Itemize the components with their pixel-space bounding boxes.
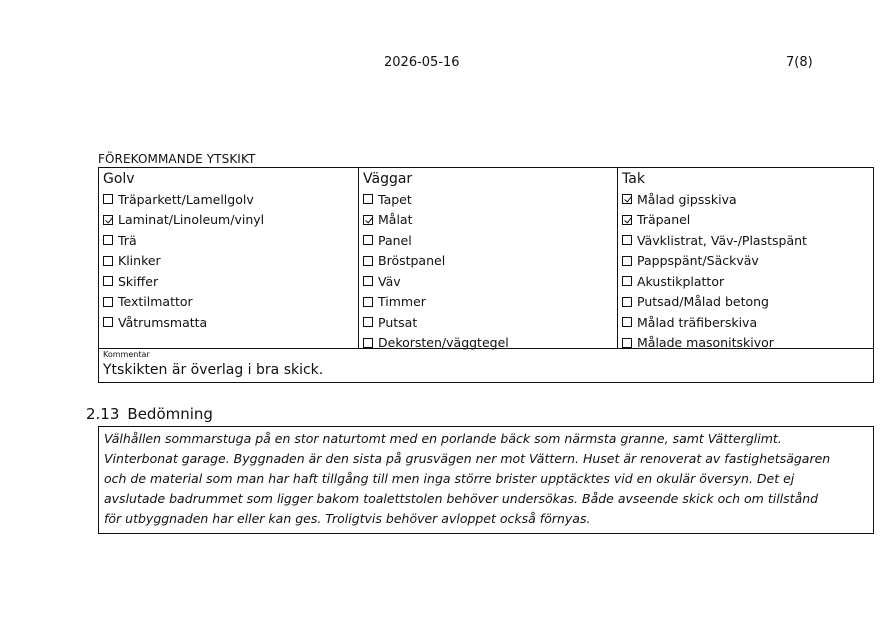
column-heading: Väggar <box>363 171 413 187</box>
checked-checkbox-icon <box>363 215 373 225</box>
column-tak <box>617 168 873 351</box>
checkbox-item <box>363 189 617 210</box>
unchecked-checkbox-icon <box>363 256 373 266</box>
checkbox-item <box>363 271 617 292</box>
checkbox-label: Träpanel <box>637 212 691 228</box>
section-number: 2.13 <box>86 405 120 423</box>
checkbox-item <box>363 292 617 313</box>
checkbox-label: Målade masonitskivor <box>637 335 774 351</box>
unchecked-checkbox-icon <box>103 317 113 327</box>
unchecked-checkbox-icon <box>103 194 113 204</box>
checked-checkbox-icon <box>622 215 632 225</box>
unchecked-checkbox-icon <box>622 317 632 327</box>
checkbox-item <box>103 251 358 272</box>
checkbox-item <box>622 251 873 272</box>
column-vaggar <box>358 168 617 351</box>
ytskikt-columns <box>99 168 873 349</box>
column-golv <box>99 168 358 348</box>
unchecked-checkbox-icon <box>363 317 373 327</box>
checkbox-label: Klinker <box>118 253 161 269</box>
checkbox-item <box>622 210 873 231</box>
tak-items <box>622 189 873 353</box>
bedomning-line: Vinterbonat garage. Byggnaden är den sista på grusvägen ner mot Vättern. Huset är renoverat av fastighetsägaren <box>104 451 831 466</box>
bedomning-line: Välhållen sommarstuga på en stor naturtomt med en porlande bäck som närmsta granne, samt Vätterglimt. <box>104 431 782 446</box>
checkbox-item <box>103 189 358 210</box>
checkbox-label: Målad träfiberskiva <box>637 314 758 330</box>
checkbox-label: Textilmattor <box>118 294 193 310</box>
checkbox-item <box>363 312 617 333</box>
checkbox-label: Dekorsten/väggtegel <box>378 335 509 351</box>
unchecked-checkbox-icon <box>363 297 373 307</box>
bedomning-text-box <box>98 426 874 534</box>
checkbox-item <box>103 312 358 333</box>
header-date: 2026-05-16 <box>384 55 460 70</box>
checkbox-item <box>622 312 873 333</box>
ytskikt-table <box>98 167 874 383</box>
unchecked-checkbox-icon <box>622 256 632 266</box>
checked-checkbox-icon <box>622 194 632 204</box>
unchecked-checkbox-icon <box>622 235 632 245</box>
checkbox-label: Panel <box>378 232 412 248</box>
unchecked-checkbox-icon <box>363 235 373 245</box>
bedomning-line: avslutade badrummet som ligger bakom toalettstolen behöver undersökas. Både avseende skick och om tillstånd <box>104 491 819 506</box>
checkbox-label: Putsat <box>378 314 418 330</box>
unchecked-checkbox-icon <box>103 235 113 245</box>
checkbox-label: Pappspänt/Säckväv <box>637 253 759 269</box>
checkbox-label: Skiffer <box>118 273 159 289</box>
bedomning-line: för utbyggnaden har eller kan ges. Troligtvis behöver avloppet också förnyas. <box>104 511 591 526</box>
checkbox-label: Laminat/Linoleum/vinyl <box>118 212 265 228</box>
unchecked-checkbox-icon <box>363 276 373 286</box>
page-number: 7(8) <box>786 55 813 70</box>
checkbox-item <box>363 230 617 251</box>
checked-checkbox-icon <box>103 215 113 225</box>
golv-items <box>103 189 358 333</box>
unchecked-checkbox-icon <box>622 338 632 348</box>
checkbox-item <box>363 210 617 231</box>
column-heading: Golv <box>103 171 135 187</box>
section-title: Bedömning <box>127 405 213 423</box>
checkbox-item <box>622 189 873 210</box>
unchecked-checkbox-icon <box>103 276 113 286</box>
checkbox-label: Akustikplattor <box>637 273 725 289</box>
checkbox-item <box>622 230 873 251</box>
checkbox-item <box>103 292 358 313</box>
checkbox-item <box>363 333 617 354</box>
checkbox-label: Bröstpanel <box>378 253 446 269</box>
unchecked-checkbox-icon <box>622 276 632 286</box>
unchecked-checkbox-icon <box>103 297 113 307</box>
checkbox-item <box>622 271 873 292</box>
checkbox-item <box>103 271 358 292</box>
checkbox-label: Väv <box>378 273 401 289</box>
checkbox-item <box>103 230 358 251</box>
unchecked-checkbox-icon <box>363 338 373 348</box>
checkbox-label: Timmer <box>378 294 426 310</box>
checkbox-label: Målat <box>378 212 413 228</box>
comment-text: Ytskikten är överlag i bra skick. <box>103 362 324 378</box>
checkbox-item <box>622 333 873 354</box>
checkbox-label: Träparkett/Lamellgolv <box>118 191 254 207</box>
checkbox-label: Våtrumsmatta <box>118 314 208 330</box>
checkbox-label: Målad gipsskiva <box>637 191 737 207</box>
comment-label: Kommentar <box>103 350 150 359</box>
checkbox-item <box>622 292 873 313</box>
unchecked-checkbox-icon <box>622 297 632 307</box>
checkbox-item <box>103 210 358 231</box>
vaggar-items <box>363 189 617 353</box>
bedomning-line: och de material som man har haft tillgång till men inga större brister upptäcktes vid en okulär översyn. Det ej <box>104 471 795 486</box>
checkbox-label: Putsad/Målad betong <box>637 294 769 310</box>
checkbox-item <box>363 251 617 272</box>
ytskikt-section-title: FÖREKOMMANDE YTSKIKT <box>98 152 256 166</box>
bedomning-heading <box>86 405 213 423</box>
checkbox-label: Trä <box>118 232 137 248</box>
unchecked-checkbox-icon <box>103 256 113 266</box>
unchecked-checkbox-icon <box>363 194 373 204</box>
checkbox-label: Tapet <box>378 191 412 207</box>
checkbox-label: Vävklistrat, Väv-/Plastspänt <box>637 232 807 248</box>
column-heading: Tak <box>622 171 645 187</box>
comment-area <box>99 349 873 383</box>
